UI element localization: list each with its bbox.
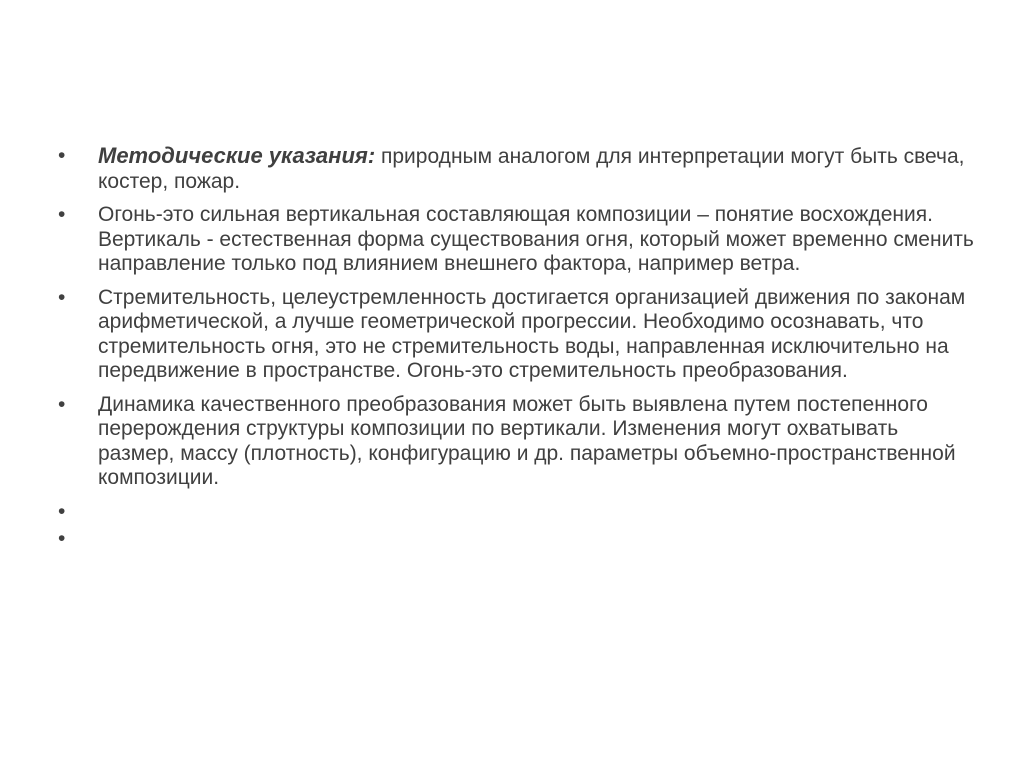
bullet-text: Огонь-это сильная вертикальная составляющая композиции – понятие восхождения. Вертикаль - естественная форма существования огня, который может временно сменить направление только под влиянием внешнего фактора, например ветра. (98, 203, 974, 275)
bullet-item-empty (58, 500, 978, 525)
bullet-text: Динамика качественного преобразования может быть выявлена путем постепенного перерождения структуры композиции по вертикали. Изменения могут охватывать размер, массу (плотность), конфигурацию и др. параметры объемно-пространственной композиции. (98, 392, 956, 489)
bullet-text: природным аналогом для интерпретации могут быть свеча, костер, пожар. (98, 145, 965, 193)
bullet-icon: • (58, 392, 66, 416)
bullet-icon: • (58, 499, 66, 523)
bullet-icon: • (58, 203, 66, 226)
bullet-icon: • (58, 527, 66, 550)
bullet-list (58, 144, 978, 555)
bullet-text: Стремительность, целеустремленность достигается организацией движения по законам арифметической, а лучше геометрической прогрессии. Необходимо осознавать, что стремительность огня, это не стремительность воды, направленная исключительно на передвижение в пространстве. Огонь-это стремительность преобразования. (98, 285, 966, 382)
bullet-emphasis: Методические указания: (98, 143, 376, 168)
bullet-item-empty (58, 527, 978, 552)
bullet-icon: • (58, 144, 66, 167)
bullet-item-guidelines (58, 144, 978, 194)
bullet-icon: • (58, 285, 66, 309)
bullet-item-dynamics (58, 393, 978, 491)
bullet-item-swiftness (58, 286, 978, 384)
bullet-item-fire-vertical (58, 203, 978, 277)
